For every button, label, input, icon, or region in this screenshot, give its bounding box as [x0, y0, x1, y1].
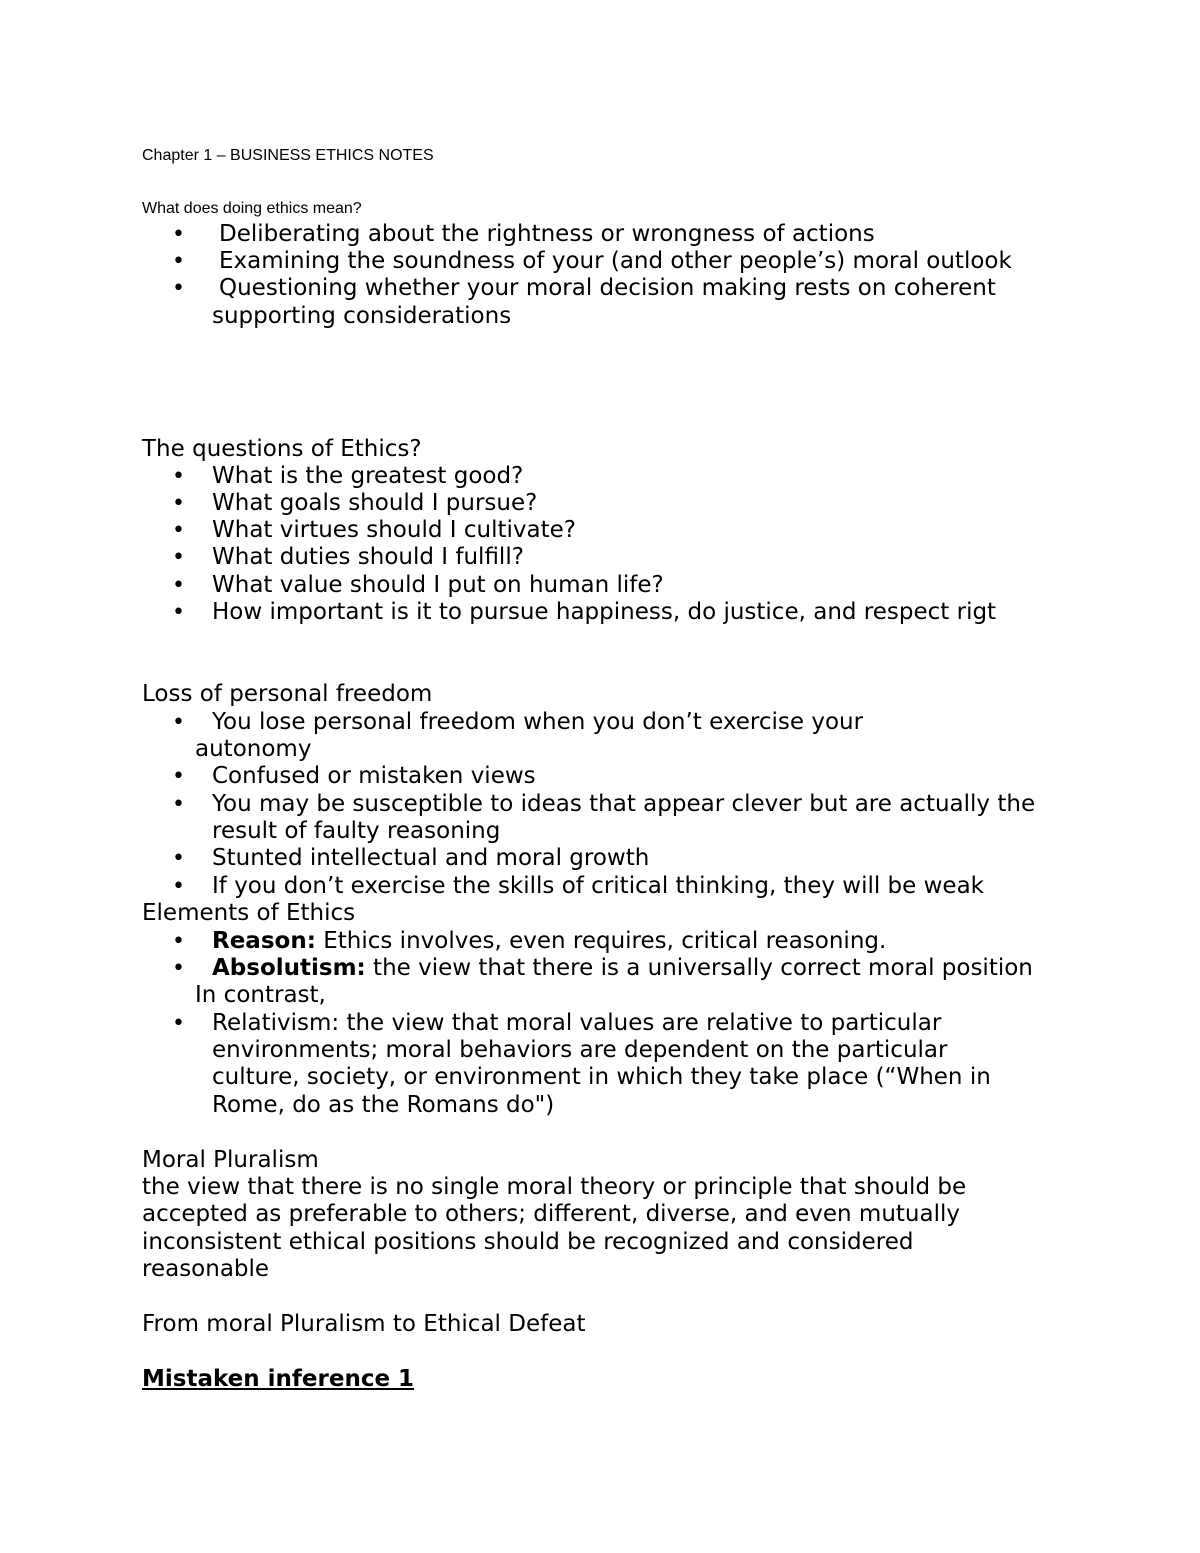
- subsection-heading: Mistaken inference 1: [142, 1366, 415, 1392]
- section-heading: Loss of personal freedom: [142, 681, 433, 707]
- list-item-relativism: Relativism: the view that moral values are relative to particular: [212, 1010, 942, 1036]
- bullet-icon: •: [172, 573, 185, 598]
- section-heading: From moral Pluralism to Ethical Defeat: [142, 1311, 586, 1337]
- list-item: If you don’t exercise the skills of critical thinking, they will be weak: [212, 873, 984, 899]
- bullet-icon: •: [172, 222, 185, 247]
- list-item-continuation: Rome, do as the Romans do"): [212, 1092, 555, 1118]
- paragraph-line: inconsistent ethical positions should be recognized and considered: [142, 1229, 914, 1255]
- section-heading: Moral Pluralism: [142, 1147, 319, 1173]
- term-reason: Reason:: [212, 928, 316, 954]
- document-title: Chapter 1 – BUSINESS ETHICS NOTES: [142, 147, 434, 164]
- bullet-icon: •: [172, 764, 185, 789]
- list-item: You may be susceptible to ideas that appear clever but are actually the: [212, 791, 1036, 817]
- list-item-continuation: culture, society, or environment in which they take place (“When in: [212, 1064, 991, 1090]
- contrast-note: In contrast,: [195, 982, 326, 1008]
- bullet-icon: •: [172, 600, 185, 625]
- bullet-icon: •: [172, 1011, 185, 1036]
- list-item-continuation: environments; moral behaviors are dependent on the particular: [212, 1037, 948, 1063]
- definition-reason: Ethics involves, even requires, critical reasoning.: [315, 928, 887, 954]
- list-item: What duties should I fulfill?: [212, 544, 524, 570]
- list-item: Confused or mistaken views: [212, 763, 536, 789]
- list-item-continuation: autonomy: [195, 736, 312, 762]
- list-item-absolutism: [212, 955, 1033, 982]
- list-item: How important is it to pursue happiness, do justice, and respect rigt: [212, 599, 997, 625]
- bullet-icon: •: [172, 792, 185, 817]
- paragraph-line: accepted as preferable to others; different, diverse, and even mutually: [142, 1201, 960, 1227]
- list-item-continuation: result of faulty reasoning: [212, 818, 501, 844]
- paragraph-line: reasonable: [142, 1256, 270, 1282]
- paragraph-line: the view that there is no single moral theory or principle that should be: [142, 1174, 967, 1200]
- list-item: What is the greatest good?: [212, 463, 524, 489]
- list-item: What value should I put on human life?: [212, 572, 664, 598]
- term-absolutism: Absolutism:: [212, 955, 366, 981]
- section-heading: The questions of Ethics?: [142, 436, 422, 462]
- list-item: Stunted intellectual and moral growth: [212, 845, 650, 871]
- bullet-icon: •: [172, 545, 185, 570]
- bullet-icon: •: [172, 249, 185, 274]
- bullet-icon: •: [172, 518, 185, 543]
- bullet-icon: •: [172, 956, 185, 981]
- list-item: Questioning whether your moral decision making rests on coherent: [219, 275, 996, 301]
- list-item: What virtues should I cultivate?: [212, 517, 576, 543]
- list-item-continuation: supporting considerations: [212, 303, 512, 329]
- list-item: You lose personal freedom when you don’t exercise your: [212, 709, 864, 735]
- bullet-icon: •: [172, 276, 185, 301]
- section-question: What does doing ethics mean?: [142, 200, 362, 217]
- list-item: What goals should I pursue?: [212, 490, 538, 516]
- section-heading: Elements of Ethics: [142, 900, 356, 926]
- definition-absolutism: the view that there is a universally correct moral position: [365, 955, 1033, 981]
- bullet-icon: •: [172, 710, 185, 735]
- bullet-icon: •: [172, 464, 185, 489]
- bullet-icon: •: [172, 929, 185, 954]
- bullet-icon: •: [172, 846, 185, 871]
- list-item: Deliberating about the rightness or wrongness of actions: [219, 221, 875, 247]
- list-item-reason: [212, 928, 886, 955]
- bullet-icon: •: [172, 491, 185, 516]
- list-item: Examining the soundness of your (and other people’s) moral outlook: [219, 248, 1012, 274]
- bullet-icon: •: [172, 874, 185, 899]
